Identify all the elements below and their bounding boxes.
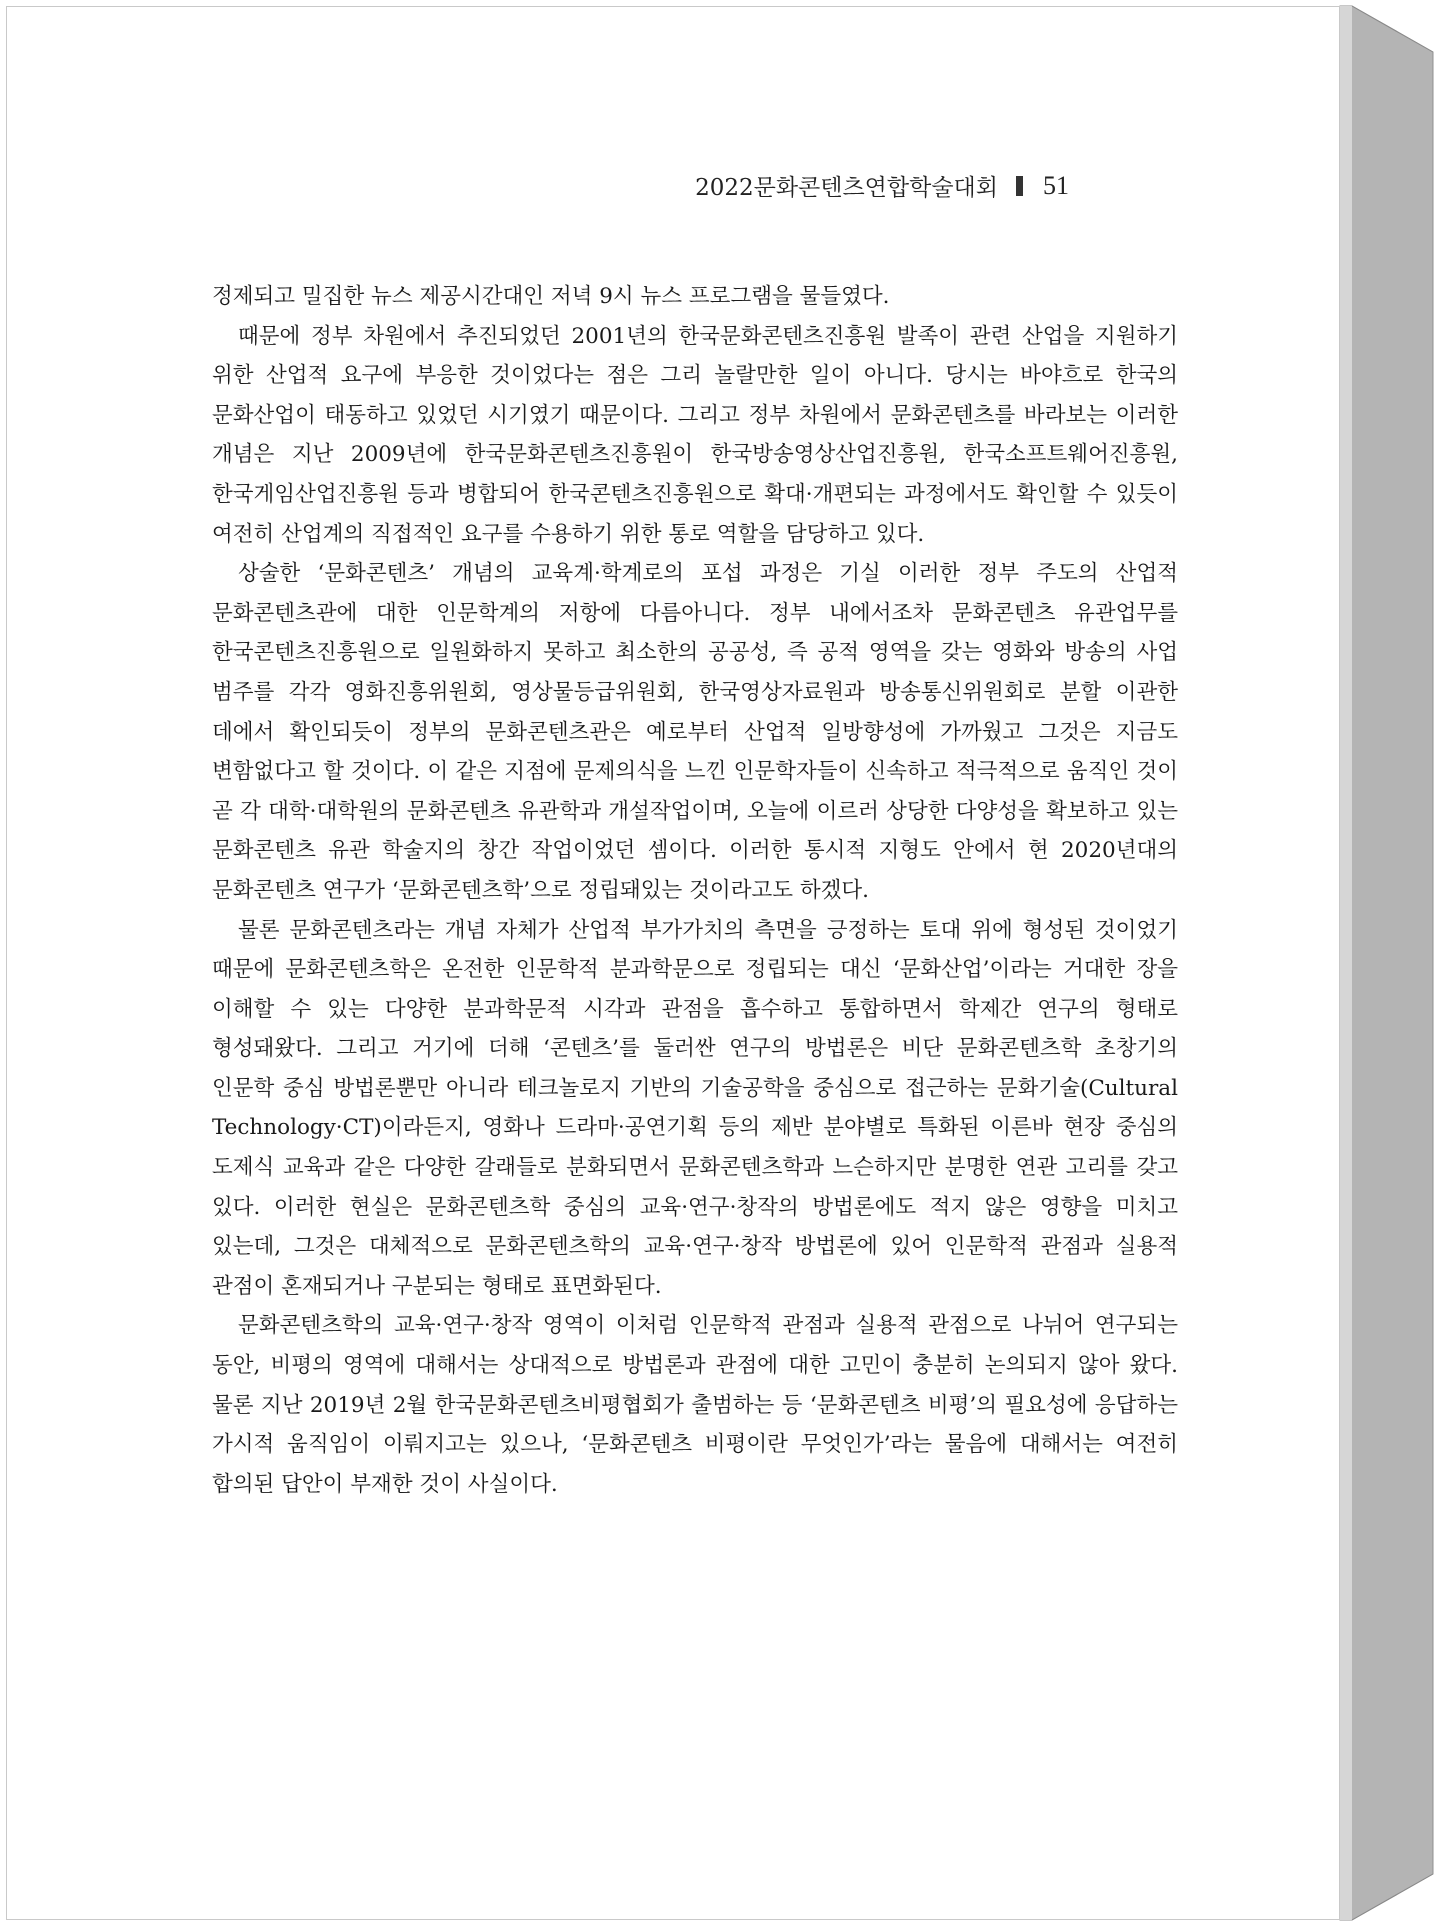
header-divider-mark [1016, 176, 1023, 196]
paragraph-4: 물론 문화콘텐츠라는 개념 자체가 산업적 부가가치의 측면을 긍정하는 토대 위에 형성된 것이었기 때문에 문화콘텐츠학은 온전한 인문학적 분과학문으로 정립되는 대신 ‘문화산업’이라는 거대한 장을 이해할 수 있는 다양한 분과학문적 시각과 관점을 흡수하고 통합하면서 학제간 연구의 형태로 형성돼왔다. 그리고 거기에 더해 ‘콘텐츠’를 둘러싼 연구의 방법론은 비단 문화콘텐츠학 초창기의 인문학 중심 방법론뿐만 아니라 테크놀로지 기반의 기술공학을 중심으로 접근하는 문화기술(Cultural Technology·CT)이라든지, 영화나 드라마·공연기획 등의 제반 분야별로 특화된 이른바 현장 중심의 도제식 교육과 같은 다양한 갈래들로 분화되면서 문화콘텐츠학과 느슨하지만 분명한 연관 고리를 갖고 있다. 이러한 현실은 문화콘텐츠학 중심의 교육·연구·창작의 방법론에도 적지 않은 영향을 미치고 있는데, 그것은 대체적으로 문화콘텐츠학의 교육·연구·창작 방법론에 있어 인문학적 관점과 실용적 관점이 혼재되거나 구분되는 형태로 표면화된다. [212, 917, 1178, 1299]
running-header [695, 169, 1069, 202]
paragraph-1: 정제되고 밀집한 뉴스 제공시간대인 저녁 9시 뉴스 프로그램을 물들였다. [212, 284, 890, 309]
paragraph-5: 문화콘텐츠학의 교육·연구·창작 영역이 이처럼 인문학적 관점과 실용적 관점으로 나뉘어 연구되는 동안, 비평의 영역에 대해서는 상대적으로 방법론과 관점에 대한 고민이 충분히 논의되지 않아 왔다. 물론 지난 2019년 2월 한국문화콘텐츠비평협회가 출범하는 등 ‘문화콘텐츠 비평’의 필요성에 응답하는 가시적 움직임이 이뤄지고는 있으나, ‘문화콘텐츠 비평이란 무엇인가’라는 물음에 대해서는 여전히 합의된 답안이 부재한 것이 사실이다. [212, 1313, 1178, 1497]
page-number: 51 [1043, 170, 1069, 200]
body-text [212, 277, 1178, 1504]
paragraph-3: 상술한 ‘문화콘텐츠’ 개념의 교육계·학계로의 포섭 과정은 기실 이러한 정부 주도의 산업적 문화콘텐츠관에 대한 인문학계의 저항에 다름아니다. 정부 내에서조차 문화콘텐츠 유관업무를 한국콘텐츠진흥원으로 일원화하지 못하고 최소한의 공공성, 즉 공적 영역을 갖는 영화와 방송의 사업 범주를 각각 영화진흥위원회, 영상물등급위원회, 한국영상자료원과 방송통신위원회로 분할 이관한 데에서 확인되듯이 정부의 문화콘텐츠관은 예로부터 산업적 일방향성에 가까웠고 그것은 지금도 변함없다고 할 것이다. 이 같은 지점에 문제의식을 느낀 인문학자들이 신속하고 적극적으로 움직인 것이 곧 각 대학·대학원의 문화콘텐츠 유관학과 개설작업이며, 오늘에 이르러 상당한 다양성을 확보하고 있는 문화콘텐츠 유관 학술지의 창간 작업이었던 셈이다. 이러한 통시적 지형도 안에서 현 2020년대의 문화콘텐츠 연구가 ‘문화콘텐츠학’으로 정립돼있는 것이라고도 하겠다. [212, 561, 1178, 903]
header-title: 2022문화콘텐츠연합학술대회 [695, 175, 998, 201]
book-page [6, 6, 1340, 1920]
paragraph-2: 때문에 정부 차원에서 추진되었던 2001년의 한국문화콘텐츠진흥원 발족이 관련 산업을 지원하기 위한 산업적 요구에 부응한 것이었다는 점은 그리 놀랄만한 일이 아니다. 당시는 바야흐로 한국의 문화산업이 태동하고 있었던 시기였기 때문이다. 그리고 정부 차원에서 문화콘텐츠를 바라보는 이러한 개념은 지난 2009년에 한국문화콘텐츠진흥원이 한국방송영상산업진흥원, 한국소프트웨어진흥원, 한국게임산업진흥원 등과 병합되어 한국콘텐츠진흥원으로 확대·개편되는 과정에서도 확인할 수 있듯이 여전히 산업계의 직접적인 요구를 수용하기 위한 통로 역할을 담당하고 있다. [212, 323, 1178, 547]
